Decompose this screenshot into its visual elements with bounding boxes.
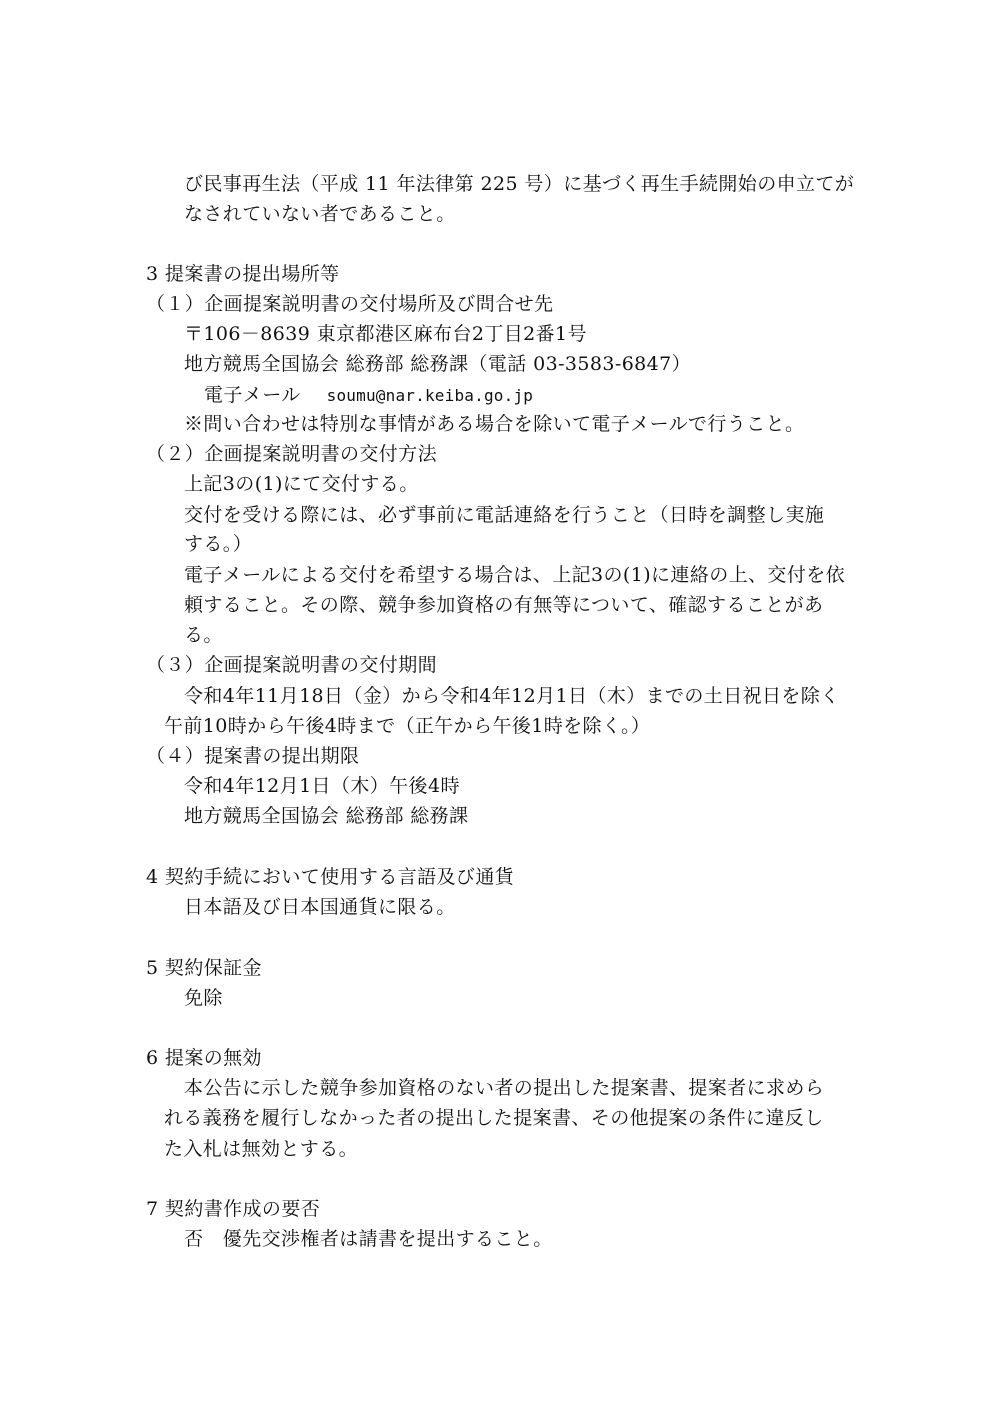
deadline-office: 地方競馬全国協会 総務部 総務課 — [184, 805, 469, 827]
section-4-heading: 4 契約手続において使用する言語及び通貨 — [146, 866, 515, 888]
section-6-line: 本公告に示した競争参加資格のない者の提出した提案書、提案者に求めら — [184, 1077, 825, 1099]
continuation-line-2: なされていない者であること。 — [184, 203, 456, 225]
section-6-line: た入札は無効とする。 — [164, 1138, 359, 1160]
section-3-4-heading: （４）提案書の提出期限 — [146, 745, 360, 767]
section-3-2-line: する。） — [184, 533, 253, 555]
section-6-line: れる義務を履行しなかった者の提出した提案書、その他提案の条件に違反し — [164, 1107, 824, 1129]
period-hours: 午前10時から午後4時まで（正午から午後1時を除く。） — [164, 715, 651, 737]
section-4-body: 日本語及び日本国通貨に限る。 — [184, 896, 456, 918]
email-label: 電子メール — [204, 384, 301, 406]
contact-note: ※問い合わせは特別な事情がある場合を除いて電子メールで行うこと。 — [184, 413, 805, 435]
continuation-line-1: び民事再生法（平成 11 年法律第 225 号）に基づく再生手続開始の申立てが — [184, 173, 855, 195]
section-3-2-heading: （２）企画提案説明書の交付方法 — [146, 443, 438, 465]
section-3-2-line: 頼すること。その際、競争参加資格の有無等について、確認することがあ — [184, 594, 824, 616]
deadline-date: 令和4年12月1日（木）午後4時 — [184, 775, 460, 797]
section-3-2-line: 交付を受ける際には、必ず事前に電話連絡を行うこと（日時を調整し実施 — [184, 504, 825, 526]
section-5-heading: 5 契約保証金 — [146, 957, 262, 979]
section-5-body: 免除 — [184, 987, 223, 1009]
section-7-heading: 7 契約書作成の要否 — [146, 1198, 321, 1220]
email-line — [204, 383, 533, 408]
section-3-2-line: 電子メールによる交付を希望する場合は、上記3の(1)に連絡の上、交付を依 — [184, 564, 846, 586]
section-3-2-line: る。 — [184, 624, 223, 646]
period-dates: 令和4年11月18日（金）から令和4年12月1日（木）までの土日祝日を除く — [184, 685, 840, 707]
email-address: soumu@nar.keiba.go.jp — [326, 386, 534, 405]
section-7-body: 否 優先交渉権者は請書を提出すること。 — [184, 1228, 553, 1250]
address: 〒106－8639 東京都港区麻布台2丁目2番1号 — [184, 323, 587, 345]
section-3-2-line: 上記3の(1)にて交付する。 — [184, 473, 419, 495]
section-3-3-heading: （３）企画提案説明書の交付期間 — [146, 654, 438, 676]
section-3-heading: 3 提案書の提出場所等 — [146, 263, 340, 285]
section-3-1-heading: （１）企画提案説明書の交付場所及び問合せ先 — [146, 293, 554, 315]
section-6-heading: 6 提案の無効 — [146, 1047, 262, 1069]
office-phone: 地方競馬全国協会 総務部 総務課（電話 03-3583-6847） — [184, 353, 692, 375]
